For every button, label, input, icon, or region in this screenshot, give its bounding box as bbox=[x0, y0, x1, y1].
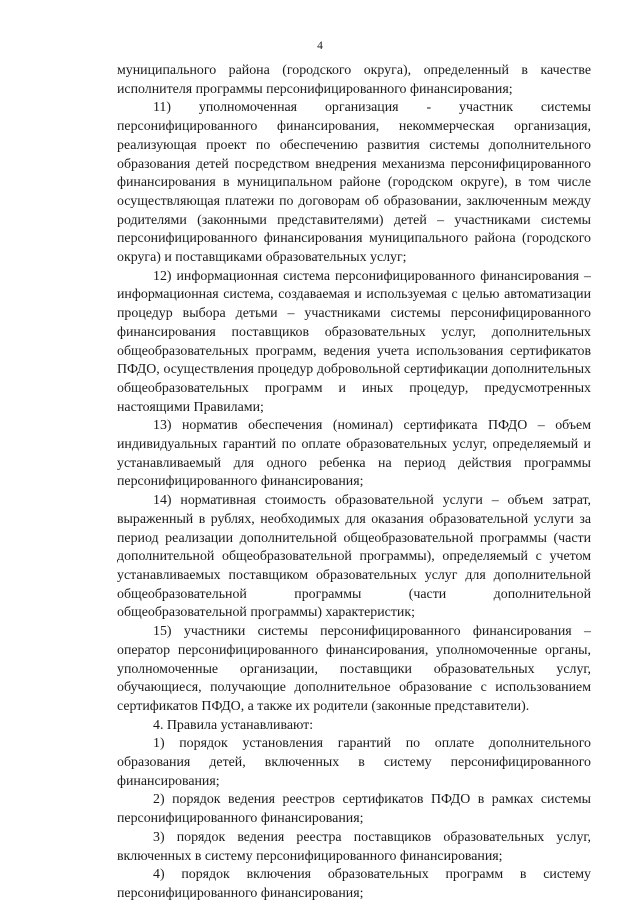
paragraph-continuation: муниципального района (городского округа), определенный в качестве исполнителя программы персонифицированного финансирования; bbox=[117, 63, 591, 97]
paragraph-item-14: 14) нормативная стоимость образовательной услуги – объем затрат, выраженный в рублях, необходимых для оказания образовательной услуги за период реализации дополнительной общеобразовательной программы (части дополнительной общеобразовательной программы), определяемый с учетом устанавливаемых поставщиком образовательных услуг для дополнительной общеобразовательной программы (части дополнительной общеобразовательной программы) характеристик; bbox=[117, 493, 591, 621]
document-body bbox=[117, 62, 591, 904]
paragraph-rule-2: 2) порядок ведения реестров сертификатов ПФДО в рамках системы персонифицированного финансирования; bbox=[117, 792, 591, 827]
paragraph-rule-3: 3) порядок ведения реестра поставщиков образовательных услуг, включенных в систему персонифицированного финансирования; bbox=[117, 829, 591, 864]
paragraph-item-12: 12) информационная система персонифицированного финансирования – информационная система, создаваемая и используемая с целью автоматизации процедур выбора детьми – участниками системы персонифицированного финансирования поставщиков образовательных услуг, дополнительных общеобразовательных программ, ведения учета использования сертификатов ПФДО, осуществления процедур добровольной сертификации дополнительных общеобразовательных программ и иных процедур, предусмотренных настоящими Правилами; bbox=[117, 268, 591, 415]
paragraph-item-15: 15) участники системы персонифицированного финансирования – оператор персонифицированного финансирования, уполномоченные органы, уполномоченные организации, поставщики образовательных услуг, обучающиеся, получающие дополнительное образование с использованием сертификатов ПФДО, а также их родители (законные представители). bbox=[117, 624, 591, 714]
paragraph-item-11: 11) уполномоченная организация - участник системы персонифицированного финансирования, некоммерческая организация, реализующая проект по обеспечению развития системы дополнительного образования детей посредством внедрения механизма персонифицированного финансирования в муниципальном районе (городском округе), в том числе осуществляющая платежи по договорам об образовании, заключенным между родителями (законными представителями) детей – участниками системы персонифицированного финансирования муниципального района (городского округа) и поставщиками образовательных услуг; bbox=[117, 100, 591, 266]
paragraph-rule-1: 1) порядок установления гарантий по оплате дополнительного образования детей, включенных в систему персонифицированного финансирования; bbox=[117, 736, 591, 789]
paragraph-section-4: 4. Правила устанавливают: bbox=[153, 717, 314, 733]
page-number: 4 bbox=[317, 40, 323, 52]
paragraph-item-13: 13) норматив обеспечения (номинал) сертификата ПФДО – объем индивидуальных гарантий по оплате образовательных услуг, определяемый и устанавливаемый для одного ребенка на период действия программы персонифицированного финансирования; bbox=[117, 418, 591, 490]
paragraph-rule-4: 4) порядок включения образовательных программ в систему персонифицированного финансирования; bbox=[117, 867, 591, 901]
